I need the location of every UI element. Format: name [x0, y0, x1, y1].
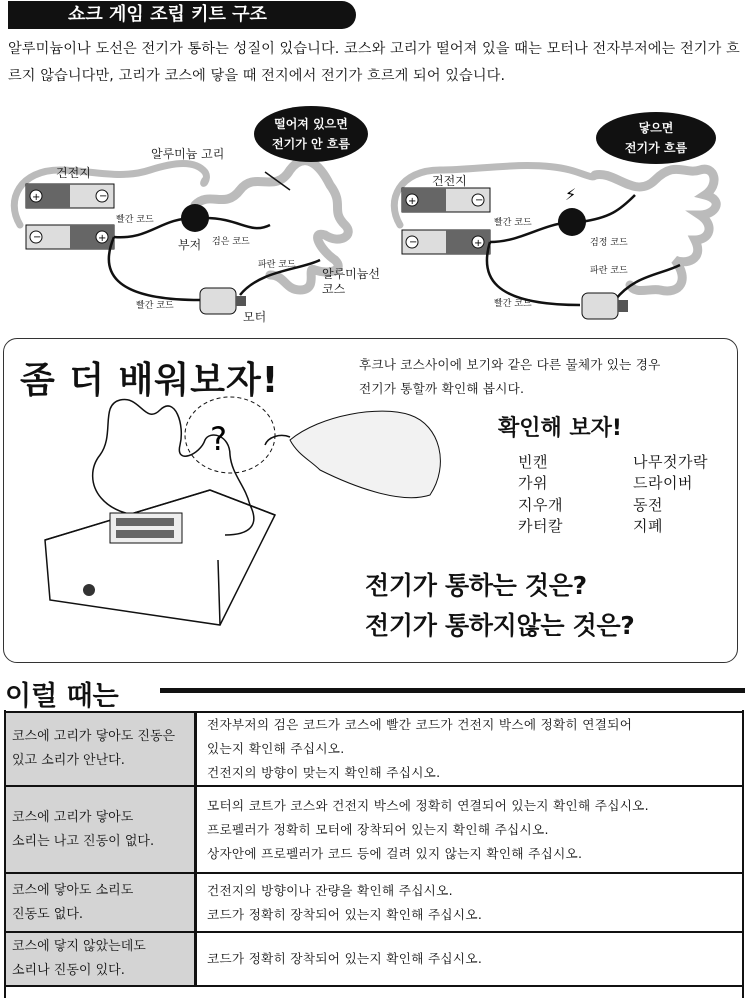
label-blue-cord-right: 파란 코드	[590, 266, 628, 276]
motor-icon-right	[582, 293, 628, 319]
question-mark-icon: ?	[210, 420, 227, 458]
svg-text:+: +	[32, 192, 41, 203]
learn-desc-line-2: 전기가 통할까 확인해 봅시다.	[359, 381, 525, 396]
section-title-tab: 쇼크 게임 조립 키트 구조	[8, 1, 356, 29]
motor-icon	[200, 288, 246, 314]
label-battery-left: 건전지	[56, 166, 91, 180]
label-red-cord-bottom-left: 빨간 코드	[136, 301, 174, 311]
battery-top-icon-right	[402, 188, 490, 212]
item-can: 빈캔	[518, 453, 548, 471]
solution-line: 전자부저의 검은 코드가 코스에 빨간 코드가 건전지 박스에 정확히 연결되어	[207, 717, 633, 732]
title-rule	[160, 688, 745, 693]
problem-cell: 코스에 고리가 닿아도 소리는 나고 진동이 없다.	[4, 786, 196, 873]
box-hole-icon	[83, 584, 95, 596]
learn-desc-line-1: 후크나 코스사이에 보기와 같은 다른 물체가 있는 경우	[359, 357, 661, 372]
spark-icon: ⚡	[565, 185, 577, 204]
question-not-conducts: 전기가 통하지않는 것은?	[365, 611, 635, 640]
label-red-cord-bottom-right: 빨간 코드	[494, 299, 532, 309]
battery-bottom-icon-right	[402, 230, 490, 254]
item-chopsticks: 나무젓가락	[633, 453, 708, 471]
table-row	[4, 932, 744, 986]
label-black-cord-right: 검정 코드	[590, 238, 628, 248]
question-conducts: 전기가 통하는 것은?	[365, 571, 587, 600]
solution-line: 프로펠러가 정확히 모터에 장착되어 있는지 확인해 주십시오.	[207, 821, 549, 837]
svg-text:−: −	[475, 195, 484, 206]
intro-paragraph: 알루미늄이나 도선은 전기가 통하는 성질이 있습니다. 코스와 고리가 떨어져 있을 때는 모터나 전자부저에는 전기가 흐르지 않습니다만, 고리가 코스에 닿을 때 전지에서 전기가 흐르게 되어 있습니다.	[8, 41, 740, 84]
item-scissors: 가위	[518, 474, 548, 492]
buzzer-icon	[181, 204, 209, 232]
solution-line: 코드가 정확히 장착되어 있는지 확인해 주십시오.	[207, 951, 483, 966]
problem-cell: 코스에 닿아도 소리도 진동도 없다.	[4, 873, 196, 932]
svg-text:−: −	[33, 232, 42, 243]
buzzer-icon-right	[558, 208, 586, 236]
problem-cell: 코스에 고리가 닿아도 진동은 있고 소리가 안난다.	[4, 712, 196, 786]
item-banknote: 지폐	[633, 517, 663, 535]
svg-text:−: −	[409, 237, 418, 248]
battery-top-icon	[26, 184, 114, 208]
label-motor-left: 모터	[243, 310, 267, 324]
svg-text:+: +	[98, 233, 107, 244]
solution-line: 코드가 정확히 장착되어 있는지 확인해 주십시오.	[207, 906, 483, 922]
battery-bottom-icon	[26, 225, 114, 249]
solution-cell	[196, 786, 745, 873]
problem-cell: 코스에 닿지 않았는데도 소리나 진동이 있다.	[4, 932, 196, 986]
battery-box-icon	[110, 513, 182, 543]
solution-line: 건전지의 방향이 맞는지 확인해 주십시오.	[207, 765, 441, 780]
item-eraser: 지우개	[518, 496, 563, 514]
table-row	[4, 712, 744, 786]
item-screwdriver: 드라이버	[633, 474, 693, 492]
label-red-cord-top-right: 빨간 코드	[494, 218, 532, 228]
label-buzzer-left: 부저	[178, 238, 202, 252]
speech-bubble-left: 떨어져 있으면 전기가 안 흐름	[254, 106, 368, 162]
speech-bubble-right: 닿으면 전기가 흐름	[596, 112, 716, 164]
solution-line: 건전지의 방향이나 잔량을 확인해 주십시오.	[207, 882, 453, 898]
troubleshoot-table	[4, 711, 744, 987]
hand-icon	[290, 411, 440, 498]
label-blue-cord-left: 파란 코드	[258, 260, 296, 270]
table-row	[4, 873, 744, 932]
solution-line: 상자안에 프로펠러가 코드 등에 걸려 있지 않는지 확인해 주십시오.	[207, 845, 583, 861]
solution-cell	[196, 873, 745, 932]
svg-text:−: −	[99, 191, 108, 202]
check-title: 확인해 보자!	[498, 416, 622, 441]
solution-cell	[196, 932, 745, 986]
svg-text:+: +	[408, 196, 417, 207]
label-red-cord-top-left: 빨간 코드	[116, 215, 154, 225]
label-black-cord-left: 검은 코드	[212, 237, 250, 247]
svg-text:+: +	[474, 238, 483, 249]
table-row	[4, 786, 744, 873]
troubleshoot-title: 이럴 때는	[5, 681, 119, 712]
learn-more-title: 좀 더 배워보자!	[20, 360, 280, 401]
label-ring-left: 알루미늄 고리	[151, 147, 225, 161]
label-course-left: 알루미늄선 코스	[322, 267, 380, 296]
item-cutter: 카터칼	[518, 517, 563, 535]
label-battery-right: 건전지	[432, 174, 467, 188]
solution-line: 있는지 확인해 주십시오.	[207, 741, 345, 756]
solution-line: 모터의 코트가 코스와 건전지 박스에 정확히 연결되어 있는지 확인해 주십시오.	[207, 797, 649, 813]
item-coin: 동전	[633, 496, 663, 514]
solution-cell	[196, 712, 745, 786]
